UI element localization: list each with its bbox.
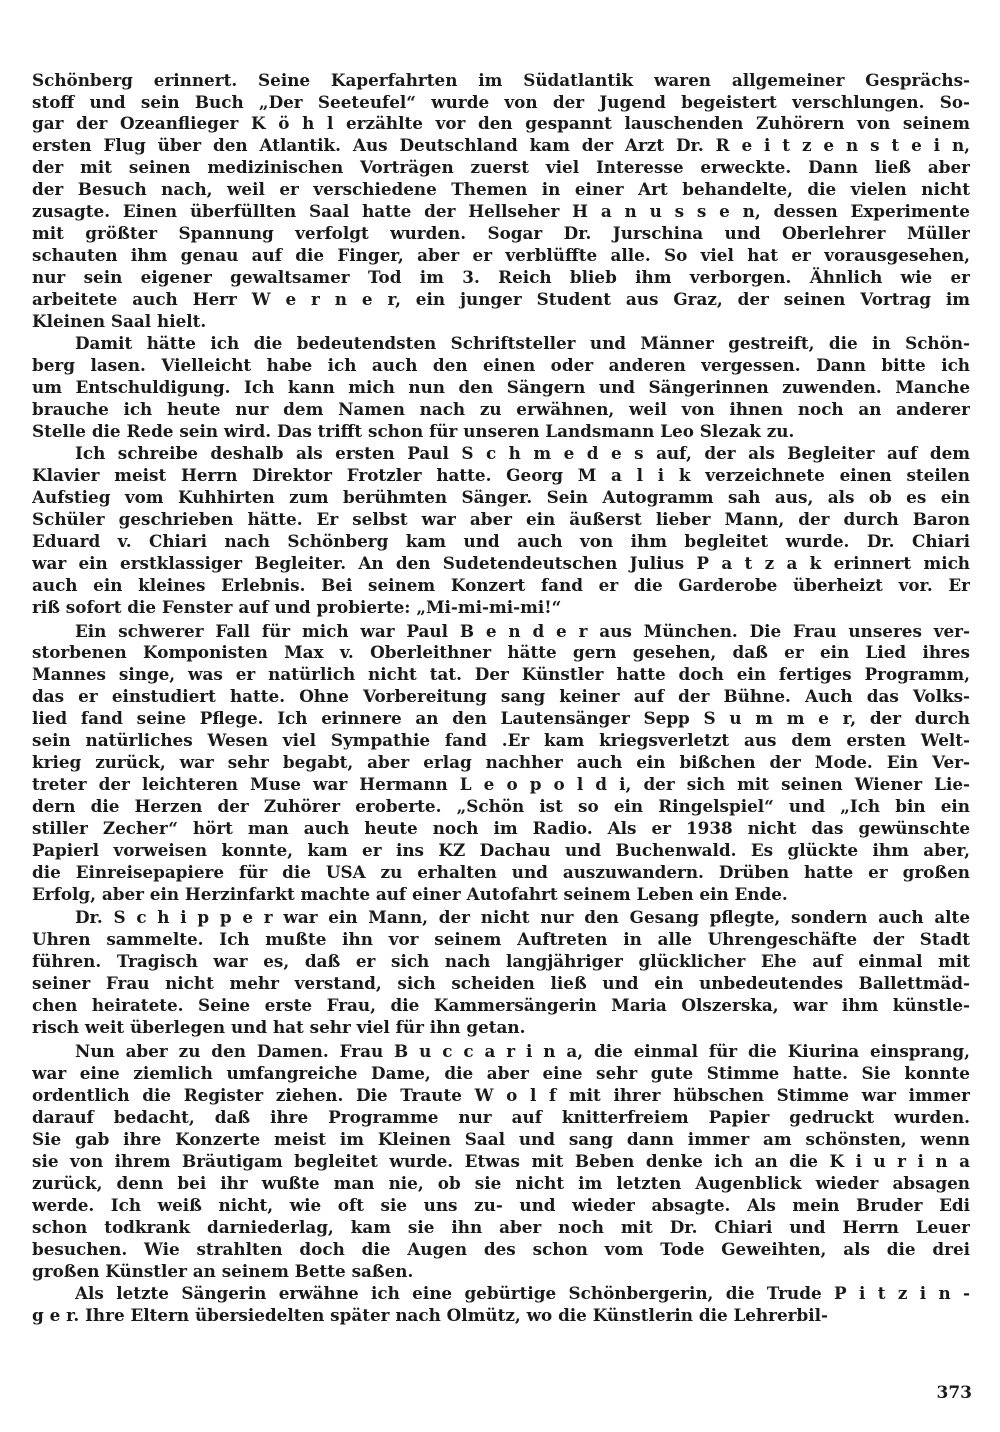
- text-line: dern die Herzen der Zuhörer eroberte. „Schön ist so ein Ringelspiel“ und „Ich bin ein: [32, 796, 970, 816]
- text-line: ordentlich die Register ziehen. Die Traute W o l f mit ihrer hübschen Stimme war immer: [32, 1085, 970, 1105]
- text-line: berg lasen. Vielleicht habe ich auch den einen oder anderen vergessen. Dann bitte ich: [32, 355, 970, 375]
- text-line: der mit seinen medizinischen Vorträgen zuerst viel Interesse erweckte. Dann ließ aber: [32, 157, 970, 177]
- text-line: Uhren sammelte. Ich mußte ihn vor seinem Auftreten in alle Uhrengeschäfte der Stadt: [32, 929, 970, 949]
- text-line: Kleinen Saal hielt.: [32, 311, 207, 331]
- text-line: führen. Tragisch war es, daß er sich nach langjähriger glücklicher Ehe auf einmal mit: [32, 951, 970, 971]
- text-line: Schönberg erinnert. Seine Kaperfahrten im Südatlantik waren allgemeiner Gesprächs-: [32, 70, 970, 90]
- text-line: Dr. S c h i p p e r war ein Mann, der nicht nur den Gesang pflegte, sondern auch alte: [75, 907, 970, 927]
- text-line: stiller Zecher“ hört man auch heute noch im Radio. Als er 1938 nicht das gewünschte: [32, 818, 970, 838]
- text-line: Ich schreibe deshalb als ersten Paul S c h m e d e s auf, der als Begleiter auf dem: [75, 443, 970, 463]
- text-line: Ein schwerer Fall für mich war Paul B e n d e r aus München. Die Frau unseres ver-: [75, 621, 970, 641]
- text-line: das er einstudiert hatte. Ohne Vorbereitung sang keiner auf der Bühne. Auch das Volks-: [32, 686, 970, 706]
- text-line: Nun aber zu den Damen. Frau B u c c a r i n a, die einmal für die Kiurina einsprang,: [75, 1041, 970, 1061]
- text-line: seiner Frau nicht mehr verstand, sich scheiden ließ und ein unbedeutendes Ballettmäd-: [32, 973, 970, 993]
- text-line: stoff und sein Buch „Der Seeteufel“ wurde von der Jugend begeistert verschlungen. So-: [32, 92, 970, 112]
- text-line: Eduard v. Chiari nach Schönberg kam und auch von ihm begleitet wurde. Dr. Chiari: [32, 531, 970, 551]
- text-line: um Entschuldigung. Ich kann mich nun den Sängern und Sängerinnen zuwenden. Manche: [32, 377, 970, 397]
- text-line: schon todkrank darniederlag, kam sie ihn aber noch mit Dr. Chiari und Herrn Leuer: [32, 1217, 970, 1237]
- text-line: lied fand seine Pflege. Ich erinnere an den Lautensänger Sepp S u m m e r, der durch: [32, 708, 970, 728]
- text-line: die Einreisepapiere für die USA zu erhalten und auszuwandern. Drüben hatte er großen: [32, 862, 970, 882]
- text-line: Damit hätte ich die bedeutendsten Schriftsteller und Männer gestreift, die in Schön-: [75, 333, 970, 353]
- text-line: Stelle die Rede sein wird. Das trifft schon für unseren Landsmann Leo Slezak zu.: [32, 421, 795, 441]
- text-line: riß sofort die Fenster auf und probierte: „Mi-mi-mi-mi!“: [32, 597, 562, 617]
- text-line: großen Künstler an seinem Bette saßen.: [32, 1261, 414, 1281]
- text-line: g e r. Ihre Eltern übersiedelten später nach Olmütz, wo die Künstlerin die Lehrerbil-: [32, 1305, 828, 1325]
- text-line: brauche ich heute nur dem Namen nach zu erwähnen, weil von ihnen noch an anderer: [32, 399, 970, 419]
- text-line: mit größter Spannung verfolgt wurden. Sogar Dr. Jurschina und Oberlehrer Müller: [32, 223, 970, 243]
- text-line: war eine ziemlich umfangreiche Dame, die aber eine sehr gute Stimme hatte. Sie konnte: [32, 1063, 970, 1083]
- text-line: ersten Flug über den Atlantik. Aus Deutschland kam der Arzt Dr. R e i t z e n s t e i n,: [32, 135, 970, 155]
- text-line: Papierl vorweisen konnte, kam er ins KZ Dachau und Buchenwald. Es glückte ihm aber,: [32, 840, 970, 860]
- text-line: werde. Ich weiß nicht, wie oft sie uns zu- und wieder absagte. Als mein Bruder Edi: [32, 1195, 970, 1215]
- text-line: Aufstieg vom Kuhhirten zum berühmten Sänger. Sein Autogramm sah aus, als ob es ein: [32, 487, 970, 507]
- text-line: war ein erstklassiger Begleiter. An den Sudetendeutschen Julius P a t z a k erinnert mich: [32, 553, 970, 573]
- text-line: Mannes singe, was er natürlich nicht tat. Der Künstler hatte doch ein fertiges Programm,: [32, 664, 970, 684]
- text-line: krieg zurück, war sehr begabt, aber erlag nachher auch ein bißchen der Mode. Ein Ver-: [32, 752, 970, 772]
- text-line: schauten ihm genau auf die Finger, aber er verblüffte alle. So viel hat er vorausgesehen,: [32, 245, 970, 265]
- page-number: 373: [936, 1383, 972, 1403]
- text-line: sein natürliches Wesen viel Sympathie fand .Er kam kriegsverletzt aus dem ersten Welt-: [32, 730, 970, 750]
- text-line: besuchen. Wie strahlten doch die Augen des schon vom Tode Geweihten, als die drei: [32, 1239, 970, 1259]
- text-line: darauf bedacht, daß ihre Programme nur auf knitterfreiem Papier gedruckt wurden.: [32, 1107, 970, 1127]
- text-line: treter der leichteren Muse war Hermann L e o p o l d i, der sich mit seinen Wiener Lie-: [32, 774, 970, 794]
- text-line: gar der Ozeanflieger K ö h l erzählte vor den gespannt lauschenden Zuhörern von seinem: [32, 113, 970, 133]
- text-line: sie von ihrem Bräutigam begleitet wurde. Etwas mit Beben denke ich an die K i u r i n a: [32, 1151, 970, 1171]
- text-line: auch ein kleines Erlebnis. Bei seinem Konzert fand er die Garderobe überheizt vor. Er: [32, 575, 970, 595]
- text-line: storbenen Komponisten Max v. Oberleithner hätte gern gesehen, daß er ein Lied ihres: [32, 642, 970, 662]
- text-line: Klavier meist Herrn Direktor Frotzler hatte. Georg M a l i k verzeichnete einen steilen: [32, 465, 970, 485]
- text-line: Sie gab ihre Konzerte meist im Kleinen Saal und sang dann immer am schönsten, wenn: [32, 1129, 970, 1149]
- text-line: der Besuch nach, weil er verschiedene Themen in einer Art behandelte, die vielen nicht: [32, 179, 970, 199]
- text-line: arbeitete auch Herr W e r n e r, ein junger Student aus Graz, der seinen Vortrag im: [32, 289, 970, 309]
- text-line: risch weit überlegen und hat sehr viel für ihn getan.: [32, 1017, 526, 1037]
- text-line: Schüler geschrieben hätte. Er selbst war aber ein äußerst lieber Mann, der durch Baron: [32, 509, 970, 529]
- text-line: zurück, denn bei ihr wußte man nie, ob sie nicht im letzten Augenblick wieder absagen: [32, 1173, 970, 1193]
- text-line: Als letzte Sängerin erwähne ich eine gebürtige Schönbergerin, die Trude P i t z i n -: [75, 1283, 970, 1303]
- text-line: Erfolg, aber ein Herzinfarkt machte auf einer Autofahrt seinem Leben ein Ende.: [32, 884, 788, 904]
- text-line: chen heiratete. Seine erste Frau, die Kammersängerin Maria Olszerska, war ihm künstle-: [32, 995, 970, 1015]
- text-line: zusagte. Einen überfüllten Saal hatte der Hellseher H a n u s s e n, dessen Experimente: [32, 201, 970, 221]
- text-line: nur sein eigener gewaltsamer Tod im 3. Reich blieb ihm verborgen. Ähnlich wie er: [32, 267, 970, 287]
